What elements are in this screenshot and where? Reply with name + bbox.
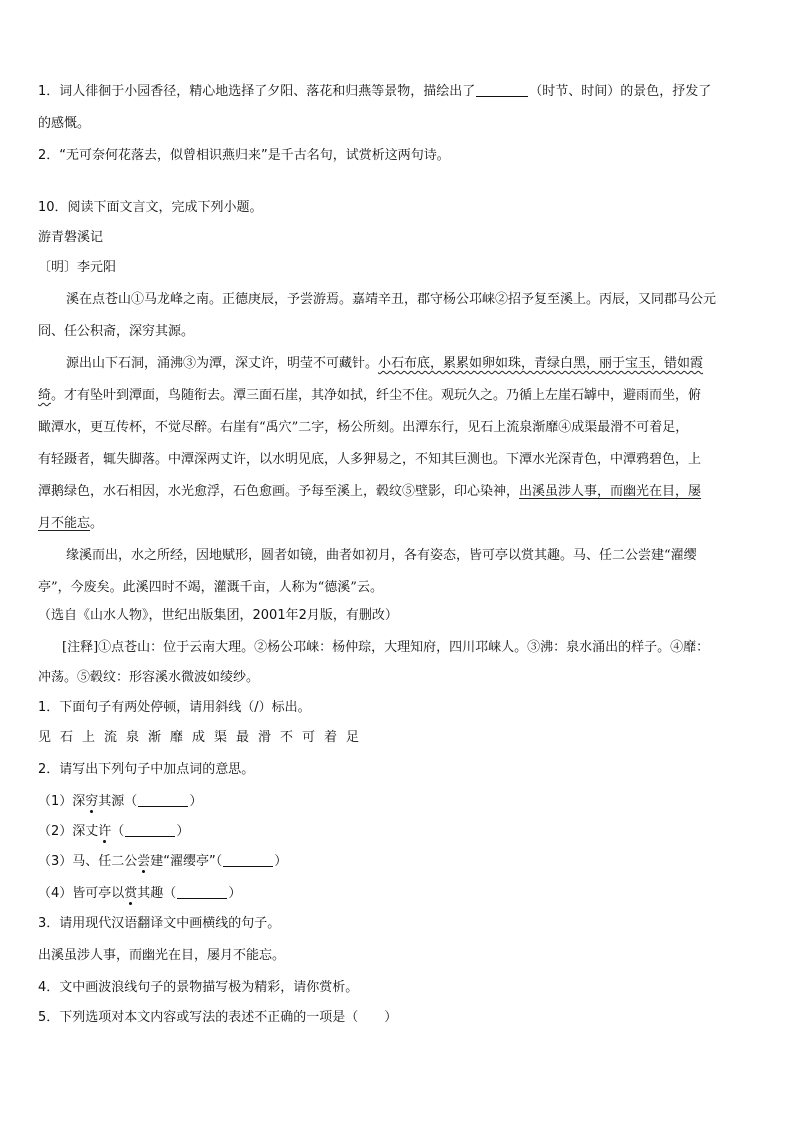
item-text: 建“濯缨亭”（ — [150, 854, 223, 869]
answer-blank[interactable] — [177, 884, 227, 899]
wavy-underlined-text: 小石布底，累累如卵如珠，青绿白黑，丽于宝玉，错如霞 — [378, 356, 704, 371]
passage-p2-line5 — [38, 482, 701, 502]
passage-p2-line1 — [66, 354, 703, 374]
passage-p2-line6 — [38, 514, 103, 534]
item-text: （2）深丈 — [38, 824, 99, 839]
dotted-word: 许 — [98, 824, 112, 839]
sub4-prompt: 4．文中画波浪线句子的景物描写极为精彩，请你赏析。 — [38, 980, 359, 995]
passage-title: 游青磐溪记 — [38, 230, 104, 245]
q9-item2: 2．“无可奈何花落去，似曾相识燕归来”是千古名句，试赏析这两句诗。 — [38, 148, 450, 163]
q9-item1-line2: 的感慨。 — [38, 116, 91, 131]
dotted-word: 赏 — [124, 886, 138, 901]
item-text: （1）深 — [38, 794, 86, 809]
sub2-item-2 — [38, 822, 189, 842]
item-text: ） — [189, 794, 203, 809]
answer-blank[interactable] — [125, 822, 175, 837]
sub3-prompt: 3．请用现代汉语翻译文中画横线的句子。 — [38, 916, 281, 931]
answer-blank[interactable] — [223, 852, 273, 867]
answer-blank[interactable] — [476, 82, 528, 97]
item-text: （3）马、任二公 — [38, 854, 138, 869]
passage-p1-line1: 溪在点苍山①马龙峰之南。正德庚辰，予尝游焉。嘉靖辛丑，郡守杨公邛崃②招予复至溪上。丙辰，又同郡马公元 — [66, 292, 717, 307]
sub5-prompt: 5．下列选项对本文内容或写法的表述不正确的一项是（ ） — [38, 1010, 398, 1025]
passage-source: （选自《山水人物》，世纪出版集团，2001年2月版，有删改） — [38, 608, 398, 623]
sub3-sentence: 出溪虽涉人事，而幽光在目，屡月不能忘。 — [38, 948, 286, 963]
item-text: 其源（ — [98, 794, 138, 809]
underlined-text: 出溪虽涉人事，而幽光在目，屡 — [519, 484, 702, 499]
notes-line1: [注释]①点苍山：位于云南大理。②杨公邛崃：杨仲琮，大理知府，四川邛崃人。③沸：泉水涌出的样子。④靡： — [62, 640, 710, 655]
passage-p3-line1: 缘溪而出，水之所经，因地赋形，圆者如镜，曲者如初月，各有姿态，皆可亭以赏其趣。马、任二公尝建“濯缨 — [66, 548, 697, 563]
sub1-prompt: 1．下面句子有两处停顿，请用斜线（/）标出。 — [38, 700, 311, 715]
passage-text: 源出山下石洞，涌沸③为潭，深丈许，明莹不可藏针。 — [66, 356, 379, 371]
sub2-item-1 — [38, 792, 202, 812]
passage-p2-line2 — [38, 386, 701, 406]
q9-item1-text: 1．词人徘徊于小园香径，精心地选择了夕阳、落花和归燕等景物，描绘出了 — [38, 84, 476, 99]
sub2-item-4 — [38, 884, 241, 904]
q10-heading: 10．阅读下面文言文，完成下列小题。 — [38, 200, 263, 215]
notes-line2: 冲荡。⑤毂纹：形容溪水微波如绫纱。 — [38, 670, 260, 685]
item-text: （ — [111, 824, 125, 839]
item-text: ） — [274, 854, 288, 869]
sub1-sentence: 见石上流泉渐靡成渠最滑不可着足 — [38, 730, 369, 745]
passage-p3-line2: 亭”，今废矣。此溪四时不竭，灌溉千亩，人称为“德溪”云。 — [38, 580, 383, 595]
dotted-word: 尝 — [137, 854, 151, 869]
dotted-word: 穷 — [85, 794, 99, 809]
passage-text: 潭鹅绿色，水石相因，水光愈浮，石色愈画。予每至溪上，毂纹⑤壁影，印心染神， — [38, 484, 520, 499]
passage-p2-line3: 瞰潭水，更互传杯，不觉尽醉。右崖有“禹穴”二字，杨公所刻。出潭东行，见石上流泉渐靡④成渠最滑不可着足， — [38, 420, 689, 435]
passage-text: 。才有坠叶到潭面，鸟随衔去。潭三面石崖，其净如拭，纤尘不住。观玩久之。乃循上左崖石罅中，避雨而坐，俯 — [51, 388, 702, 403]
item-text: 其趣（ — [137, 886, 177, 901]
passage-text: 。 — [90, 516, 104, 531]
item-text: （4）皆可亭以 — [38, 886, 125, 901]
wavy-underlined-text: 绮 — [38, 388, 52, 403]
underlined-text: 月不能忘 — [38, 516, 91, 531]
passage-author: 〔明〕李元阳 — [38, 260, 117, 275]
q9-item1-line1 — [38, 82, 711, 102]
answer-blank[interactable] — [138, 792, 188, 807]
item-text: ） — [176, 824, 190, 839]
passage-p2-line4: 有轻蹑者，辄失脚落。中潭深两丈许，以水明见底，人多狎易之，不知其巨测也。下潭水光深青色，中潭鸦碧色，上 — [38, 452, 702, 467]
item-text: ） — [228, 886, 242, 901]
sub2-prompt: 2．请写出下列句子中加点词的意思。 — [38, 762, 255, 777]
passage-p1-line2: 冏、任公积斋，深穷其源。 — [38, 324, 195, 339]
sub2-item-3 — [38, 852, 287, 872]
q9-item1-text-after: （时节、时间）的景色，抒发了 — [529, 84, 712, 99]
